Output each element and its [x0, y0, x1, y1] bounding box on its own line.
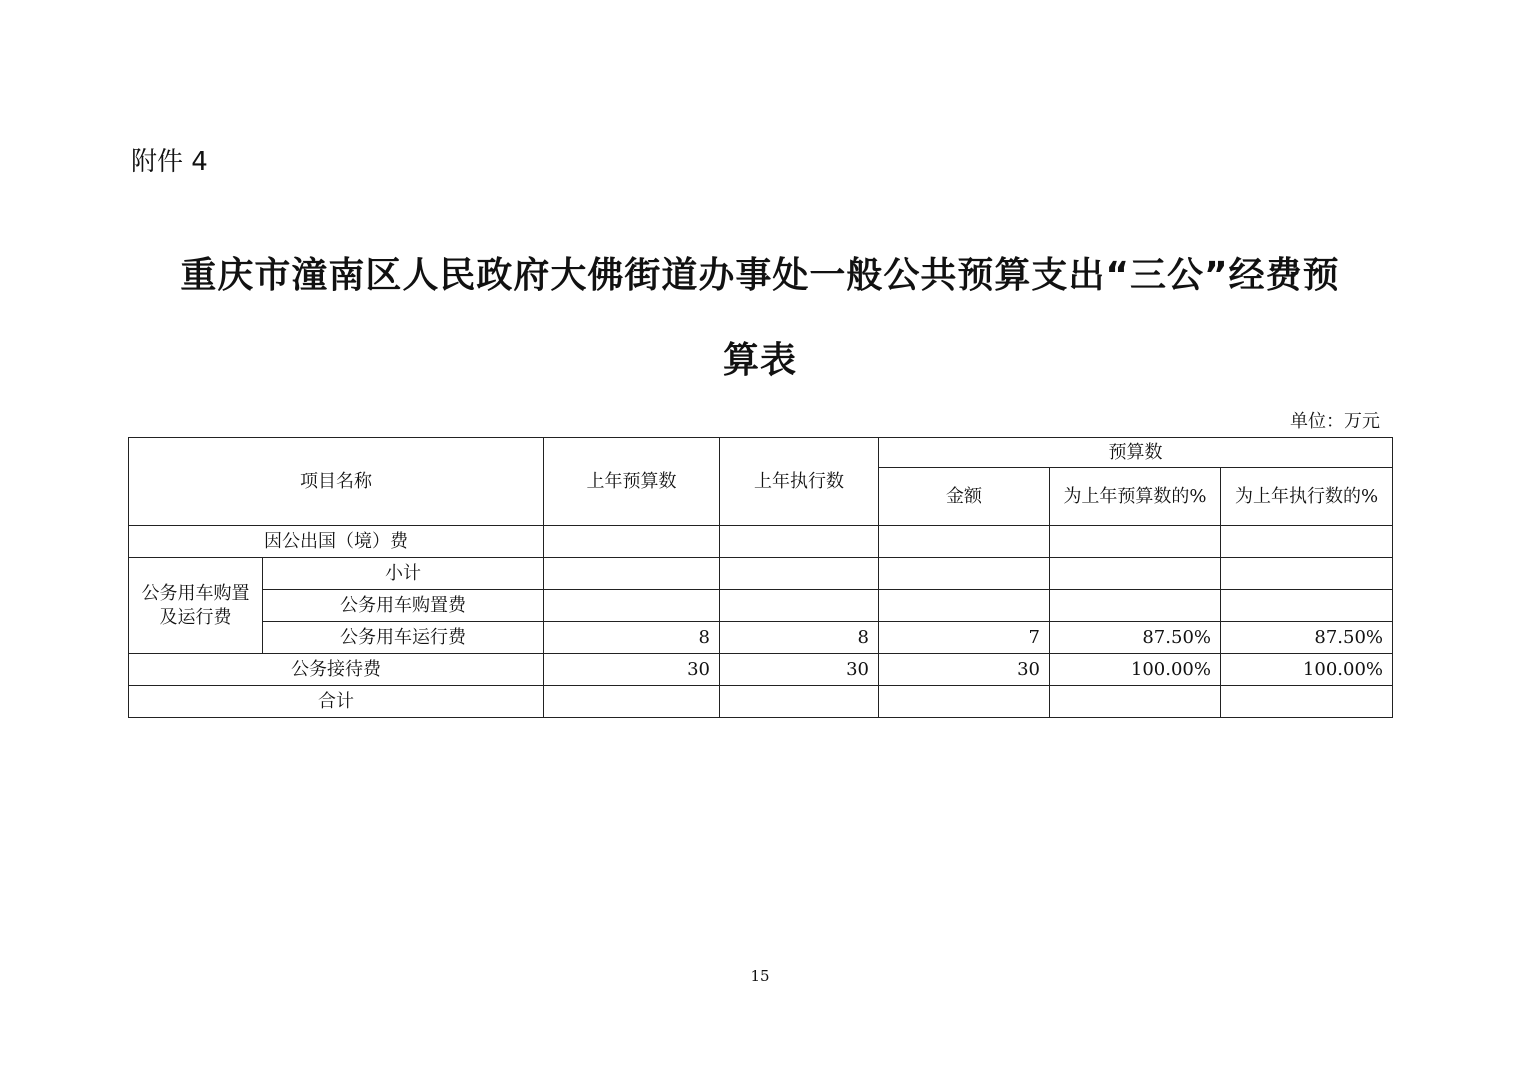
- row-label: 小计: [263, 558, 544, 590]
- cell-prev-execution: 8: [720, 622, 879, 654]
- cell-prev-budget: 30: [544, 654, 720, 686]
- row-label: 合计: [129, 686, 544, 718]
- table-row-overseas: [129, 526, 1393, 558]
- table-row-reception: [129, 654, 1393, 686]
- row-label: 公务用车运行费: [263, 622, 544, 654]
- cell-prev-budget: [544, 590, 720, 622]
- unit-label: 单位：万元: [1290, 411, 1380, 432]
- cell-pct-budget: [1050, 558, 1221, 590]
- cell-pct-execution: [1221, 590, 1393, 622]
- cell-amount: [879, 590, 1050, 622]
- cell-pct-budget: 87.50%: [1050, 622, 1221, 654]
- header-prev-execution: 上年执行数: [720, 438, 879, 526]
- cell-prev-execution: [720, 558, 879, 590]
- row-label: 公务接待费: [129, 654, 544, 686]
- cell-prev-budget: [544, 558, 720, 590]
- table-row-vehicle-operation: [129, 622, 1393, 654]
- header-amount: 金额: [879, 468, 1050, 526]
- document-title-line-2: 算表: [722, 340, 797, 381]
- cell-pct-execution: [1221, 526, 1393, 558]
- document-title-line-1: 重庆市潼南区人民政府大佛街道办事处一般公共预算支出“三公”经费预: [180, 255, 1340, 296]
- table-row-vehicle-subtotal: [129, 558, 1393, 590]
- vehicle-group-label: 公务用车购置及运行费: [129, 558, 263, 654]
- header-pct-vs-prev-budget: 为上年预算数的%: [1050, 468, 1221, 526]
- cell-pct-execution: [1221, 686, 1393, 718]
- cell-pct-budget: 100.00%: [1050, 654, 1221, 686]
- header-item-name: 项目名称: [129, 438, 544, 526]
- table-row-total: [129, 686, 1393, 718]
- cell-amount: [879, 686, 1050, 718]
- cell-amount: 30: [879, 654, 1050, 686]
- header-row-1: [129, 438, 1393, 468]
- cell-pct-execution: 100.00%: [1221, 654, 1393, 686]
- table-row-vehicle-purchase: [129, 590, 1393, 622]
- header-pct-vs-prev-execution: 为上年执行数的%: [1221, 468, 1393, 526]
- cell-amount: [879, 558, 1050, 590]
- annex-label: 附件 4: [131, 147, 208, 177]
- cell-prev-execution: [720, 526, 879, 558]
- cell-amount: 7: [879, 622, 1050, 654]
- row-label: 公务用车购置费: [263, 590, 544, 622]
- cell-pct-execution: [1221, 558, 1393, 590]
- row-label: 因公出国（境）费: [129, 526, 544, 558]
- cell-pct-budget: [1050, 590, 1221, 622]
- cell-prev-execution: [720, 590, 879, 622]
- cell-prev-budget: [544, 526, 720, 558]
- cell-pct-budget: [1050, 526, 1221, 558]
- cell-amount: [879, 526, 1050, 558]
- page-number: 15: [750, 967, 770, 985]
- cell-prev-budget: [544, 686, 720, 718]
- header-budget-group: 预算数: [879, 438, 1393, 468]
- cell-prev-budget: 8: [544, 622, 720, 654]
- budget-table: [128, 437, 1393, 718]
- cell-prev-execution: 30: [720, 654, 879, 686]
- header-prev-budget: 上年预算数: [544, 438, 720, 526]
- cell-pct-execution: 87.50%: [1221, 622, 1393, 654]
- cell-pct-budget: [1050, 686, 1221, 718]
- cell-prev-execution: [720, 686, 879, 718]
